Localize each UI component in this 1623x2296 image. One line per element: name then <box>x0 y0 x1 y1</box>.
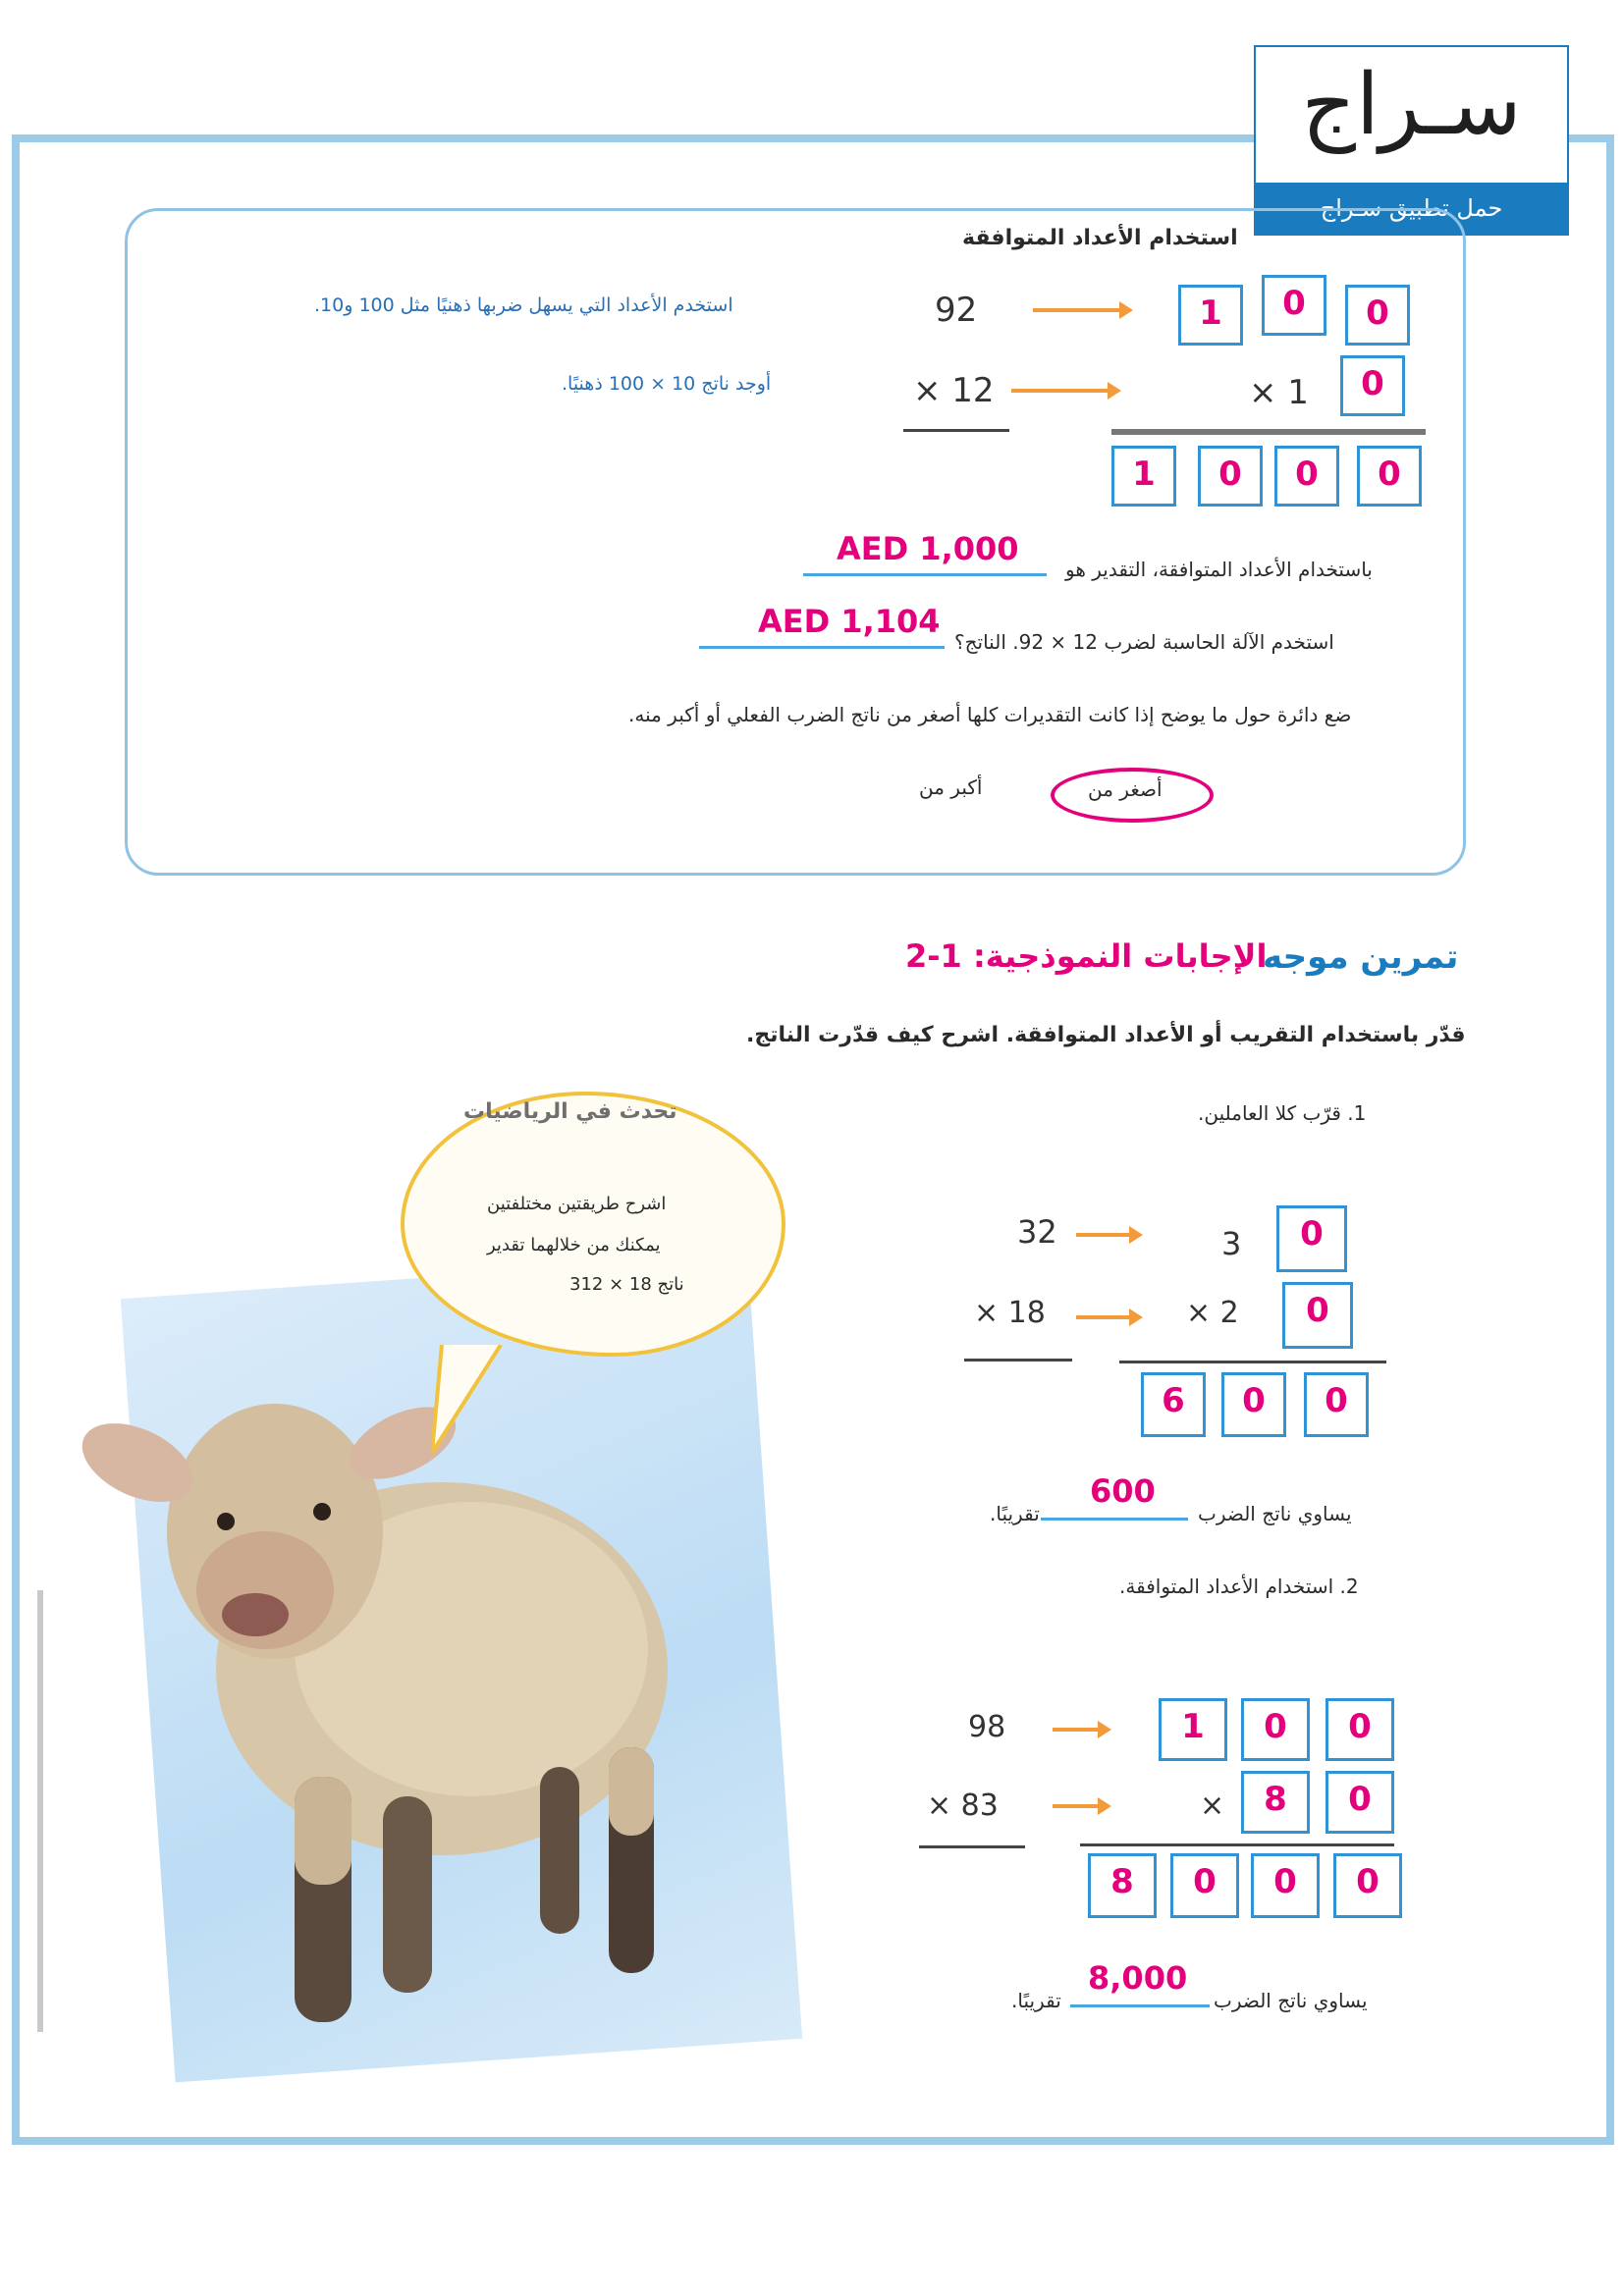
estimate-box[interactable]: 0 <box>1345 285 1410 346</box>
q1-factor-2: × 18 <box>974 1296 1046 1330</box>
q1-zero-box[interactable]: 0 <box>1282 1282 1353 1349</box>
q1-factor-underline <box>964 1359 1072 1362</box>
q1-estimate-underline <box>1119 1361 1386 1363</box>
arrow-icon <box>1076 1233 1131 1237</box>
q2-answer-line <box>1070 2004 1210 2007</box>
example-note-1: استخدم الأعداد التي يسهل ضربها ذهنيًا مثل 100 و10. <box>314 294 733 316</box>
example-factor-underline <box>903 429 1009 432</box>
q1-sentence: يساوي ناتج الضرب <box>1198 1502 1352 1525</box>
q2-box[interactable]: 0 <box>1325 1771 1394 1834</box>
q2-box[interactable]: 1 <box>1159 1698 1227 1761</box>
q1-estimate-2: × 2 <box>1186 1296 1239 1330</box>
choice-less-than[interactable]: أصغر من <box>1088 777 1163 801</box>
question-1-label: 1. قرّب كلا العاملين. <box>1198 1101 1367 1125</box>
example-title: استخدام الأعداد المتوافقة <box>962 226 1238 250</box>
bubble-line-2: يمكنك من خلالهما تقدير <box>487 1235 661 1255</box>
bubble-line-3: ناتج 18 × 312 <box>569 1274 684 1295</box>
image-credit-strip <box>31 1590 51 2032</box>
q1-result-box[interactable]: 0 <box>1221 1372 1286 1437</box>
arrow-icon <box>1011 389 1109 393</box>
q2-times-sign: × <box>1200 1789 1225 1823</box>
calc-sentence: استخدم الآلة الحاسبة لضرب 12 × 92. الناتج؟ <box>954 630 1334 654</box>
estimate-box[interactable]: 0 <box>1262 275 1326 336</box>
arrow-icon <box>1053 1728 1100 1732</box>
arrow-icon <box>1053 1804 1100 1808</box>
compare-sentence: ضع دائرة حول ما يوضح إذا كانت التقديرات كلها أصغر من ناتج الضرب الفعلي أو أكبر منه. <box>628 703 1352 726</box>
q2-box[interactable]: 0 <box>1241 1698 1310 1761</box>
logo-wordmark: سـراج <box>1301 56 1522 154</box>
q1-approx: تقريبًا. <box>990 1502 1040 1525</box>
bubble-tail <box>432 1345 520 1463</box>
siraj-logo[interactable] <box>1254 45 1569 236</box>
q1-factor-1: 32 <box>1017 1213 1057 1251</box>
q2-factor-underline <box>919 1845 1025 1848</box>
q2-factor-2: × 83 <box>927 1789 999 1823</box>
q1-answer[interactable]: 600 <box>1090 1472 1156 1510</box>
q1-answer-line <box>1041 1518 1188 1521</box>
bubble-line-1: اشرح طريقتين مختلفتين <box>487 1194 667 1214</box>
q2-answer[interactable]: 8,000 <box>1088 1959 1188 1997</box>
estimate-box[interactable]: 1 <box>1178 285 1243 346</box>
result-box[interactable]: 0 <box>1198 446 1263 507</box>
example-factor-1: 92 <box>935 291 978 330</box>
q2-result-box[interactable]: 0 <box>1251 1853 1320 1918</box>
q2-approx: تقريبًا. <box>1011 1989 1061 2012</box>
example-note-2: أوجد ناتج 10 × 100 ذهنيًا. <box>562 373 772 395</box>
estimate-box[interactable]: 0 <box>1340 355 1405 416</box>
q1-zero-box[interactable]: 0 <box>1276 1205 1347 1272</box>
logo-tagline: حمل تطبيق سـراج <box>1256 183 1567 234</box>
result-box[interactable]: 1 <box>1111 446 1176 507</box>
arrow-icon <box>1033 308 1121 312</box>
q2-sentence: يساوي ناتج الضرب <box>1214 1989 1368 2012</box>
example-factor-2: × 12 <box>913 371 995 410</box>
question-2-label: 2. استخدام الأعداد المتوافقة. <box>1119 1575 1359 1598</box>
calc-answer[interactable]: AED 1,104 <box>758 603 941 640</box>
calc-answer-line <box>699 646 945 649</box>
sheep-image <box>79 1355 766 2101</box>
sample-answers-title: الإجابات النموذجية: 1-2 <box>905 937 1268 975</box>
bubble-title: تحدث في الرياضيات <box>463 1099 677 1124</box>
q2-box[interactable]: 0 <box>1325 1698 1394 1761</box>
arrow-icon <box>1076 1315 1131 1319</box>
result-box[interactable]: 0 <box>1274 446 1339 507</box>
q2-result-box[interactable]: 0 <box>1333 1853 1402 1918</box>
q1-estimate-1: 3 <box>1221 1225 1242 1262</box>
estimate-sentence: باستخدام الأعداد المتوافقة، التقدير هو <box>1065 558 1373 581</box>
guided-instruction: قدّر باستخدام التقريب أو الأعداد المتوافقة. اشرح كيف قدّرت الناتج. <box>746 1023 1466 1047</box>
q1-result-box[interactable]: 0 <box>1304 1372 1369 1437</box>
q2-result-box[interactable]: 8 <box>1088 1853 1157 1918</box>
q2-box[interactable]: 8 <box>1241 1771 1310 1834</box>
estimate-underline <box>1111 429 1426 435</box>
guided-practice-label: تمرين موجه <box>1263 937 1459 977</box>
q2-factor-1: 98 <box>968 1710 1006 1744</box>
choice-greater-than[interactable]: أكبر من <box>919 775 983 799</box>
q2-estimate-underline <box>1080 1843 1394 1846</box>
q1-result-box[interactable]: 6 <box>1141 1372 1206 1437</box>
estimate-answer-line <box>803 573 1047 576</box>
q2-result-box[interactable]: 0 <box>1170 1853 1239 1918</box>
result-box[interactable]: 0 <box>1357 446 1422 507</box>
example-times-one: × 1 <box>1249 373 1309 412</box>
estimate-answer[interactable]: AED 1,000 <box>837 530 1019 567</box>
